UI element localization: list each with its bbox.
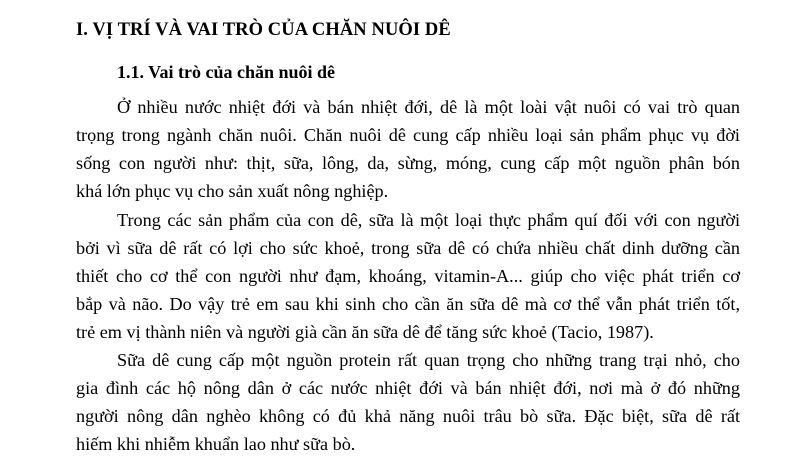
paragraph-goat-protein [76,346,740,458]
paragraph-line: bởi vì sữa dê rất có lợi cho sức khoẻ, trong sữa dê có chứa nhiều chất dinh dưỡng cần [76,238,740,258]
paragraph-line: khá lớn phục vụ cho sản xuất nông nghiệp. [76,181,389,201]
paragraph-goat-role [76,93,740,205]
paragraph-line: người nông dân nghèo không có đủ khả năng nuôi trâu bò sữa. Đặc biệt, sữa dê rất [76,406,740,426]
paragraph-line: sống con người như: thịt, sữa, lông, da, sừng, móng, cung cấp một nguồn phân bón [76,153,740,173]
paragraph-line: trẻ em vị thành niên và người già cần ăn sữa dê để tăng sức khoẻ (Tacio, 1987). [76,322,654,342]
sub-heading: 1.1. Vai trò của chăn nuôi dê [117,62,336,82]
paragraph-line: bắp và não. Do vậy trẻ em sau khi sinh cho cần ăn sữa dê mà cơ thể vẫn phát triển tốt, [76,294,740,314]
paragraph-line: hiếm khi nhiễm khuẩn lao như sữa bò. [76,434,356,454]
paragraph-goat-milk [76,206,740,346]
paragraph-line: Ở nhiều nước nhiệt đới và bán nhiệt đới, dê là một loài vật nuôi có vai trò quan [117,97,740,117]
paragraph-line: thiết cho cơ thể con người như đạm, khoáng, vitamin-A... giúp cho việc phát triển cơ [76,266,740,286]
section-heading: I. VỊ TRÍ VÀ VAI TRÒ CỦA CHĂN NUÔI DÊ [76,20,451,40]
paragraph-line: gia đình các hộ nông dân ở các nước nhiệt đới và bán nhiệt đới, nơi mà ở đó những [76,378,740,398]
paragraph-line: Trong các sản phẩm của con dê, sữa là một loại thực phẩm quí đối với con người [117,210,740,230]
paragraph-line: trọng trong ngành chăn nuôi. Chăn nuôi dê cung cấp nhiều loại sản phẩm phục vụ đời [76,125,740,145]
paragraph-line: Sữa dê cung cấp một nguồn protein rất quan trọng cho những trang trại nhỏ, cho [117,350,740,370]
